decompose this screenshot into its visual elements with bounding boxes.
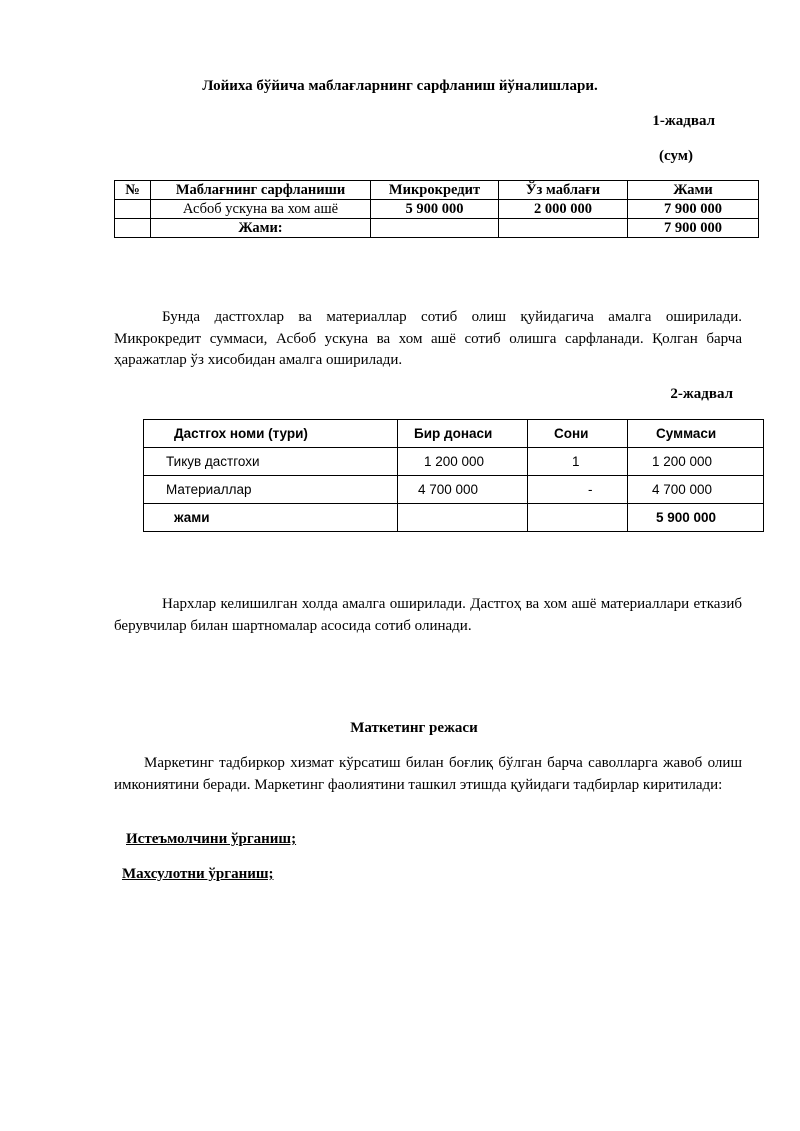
table-header-cell: Жами (628, 181, 759, 200)
table-cell: Материаллар (144, 476, 398, 504)
table-header-row (115, 181, 759, 200)
table-cell: Асбоб ускуна ва хом ашё (151, 200, 371, 219)
table-row (144, 448, 764, 476)
table-header-cell: Микрокредит (371, 181, 499, 200)
table-cell (528, 504, 628, 532)
table-cell: 7 900 000 (628, 219, 759, 238)
table-total-row (144, 504, 764, 532)
table2-label: 2-жадвал (670, 386, 733, 402)
paragraph-purchases (114, 307, 742, 372)
table-cell: 7 900 000 (628, 200, 759, 219)
table-cell (398, 504, 528, 532)
list-item: Истеъмолчини ўрганиш; (126, 831, 297, 847)
table-cell: жами (144, 504, 398, 532)
equipment-table (143, 419, 764, 532)
table-total-row (115, 219, 759, 238)
paragraph-text: Бунда дастгохлар ва материаллар сотиб олиш қуйидагича амалга оширилади. Микрокредит суммаси, Асбоб ускуна ва хом ашё сотиб олишга сарфланади. Қолган барча ҳаражатлар ўз хисобидан амалга оширилади. (114, 309, 742, 368)
section-title-marketing: Маткетинг режаси (350, 720, 478, 736)
table-cell (115, 200, 151, 219)
table-cell: 1 200 000 (398, 448, 528, 476)
table-header-cell: № (115, 181, 151, 200)
table1-unit: (сум) (659, 148, 693, 164)
table-cell: 1 (528, 448, 628, 476)
table-header-cell: Дастгох номи (тури) (144, 420, 398, 448)
table-cell: 5 900 000 (628, 504, 764, 532)
table-header-cell: Бир донаси (398, 420, 528, 448)
table-cell: 4 700 000 (628, 476, 764, 504)
table-row (144, 476, 764, 504)
table-header-row (144, 420, 764, 448)
paragraph-text: Маркетинг тадбиркор хизмат кўрсатиш билан боғлиқ бўлган барча саволларга жавоб олиш имкониятини беради. Маркетинг фаолиятини ташкил этишда қуйидаги тадбирлар киритилади: (114, 755, 742, 793)
table-cell: 4 700 000 (398, 476, 528, 504)
table-cell: Жами: (151, 219, 371, 238)
document-title: Лойиха бўйича маблағларнинг сарфланиш йўналишлари. (202, 78, 598, 94)
table-cell (499, 219, 628, 238)
paragraph-text: Нархлар келишилган холда амалга оширилади. Дастгоҳ ва хом ашё материаллари етказиб берувчилар билан шартномалар асосида сотиб олинади. (114, 596, 742, 634)
table-header-cell: Сони (528, 420, 628, 448)
table-cell (371, 219, 499, 238)
table-cell: Тикув дастгохи (144, 448, 398, 476)
list-item: Махсулотни ўрганиш; (122, 866, 274, 882)
table-cell: 2 000 000 (499, 200, 628, 219)
paragraph-prices (114, 594, 742, 637)
table-cell: - (528, 476, 628, 504)
table-header-cell: Суммаси (628, 420, 764, 448)
table-cell: 1 200 000 (628, 448, 764, 476)
table-header-cell: Ўз маблағи (499, 181, 628, 200)
table1-label: 1-жадвал (652, 113, 715, 129)
table-cell (115, 219, 151, 238)
expenses-table (114, 180, 759, 238)
table-cell: 5 900 000 (371, 200, 499, 219)
paragraph-marketing (114, 753, 742, 796)
table-row (115, 200, 759, 219)
table-header-cell: Маблағнинг сарфланиши (151, 181, 371, 200)
